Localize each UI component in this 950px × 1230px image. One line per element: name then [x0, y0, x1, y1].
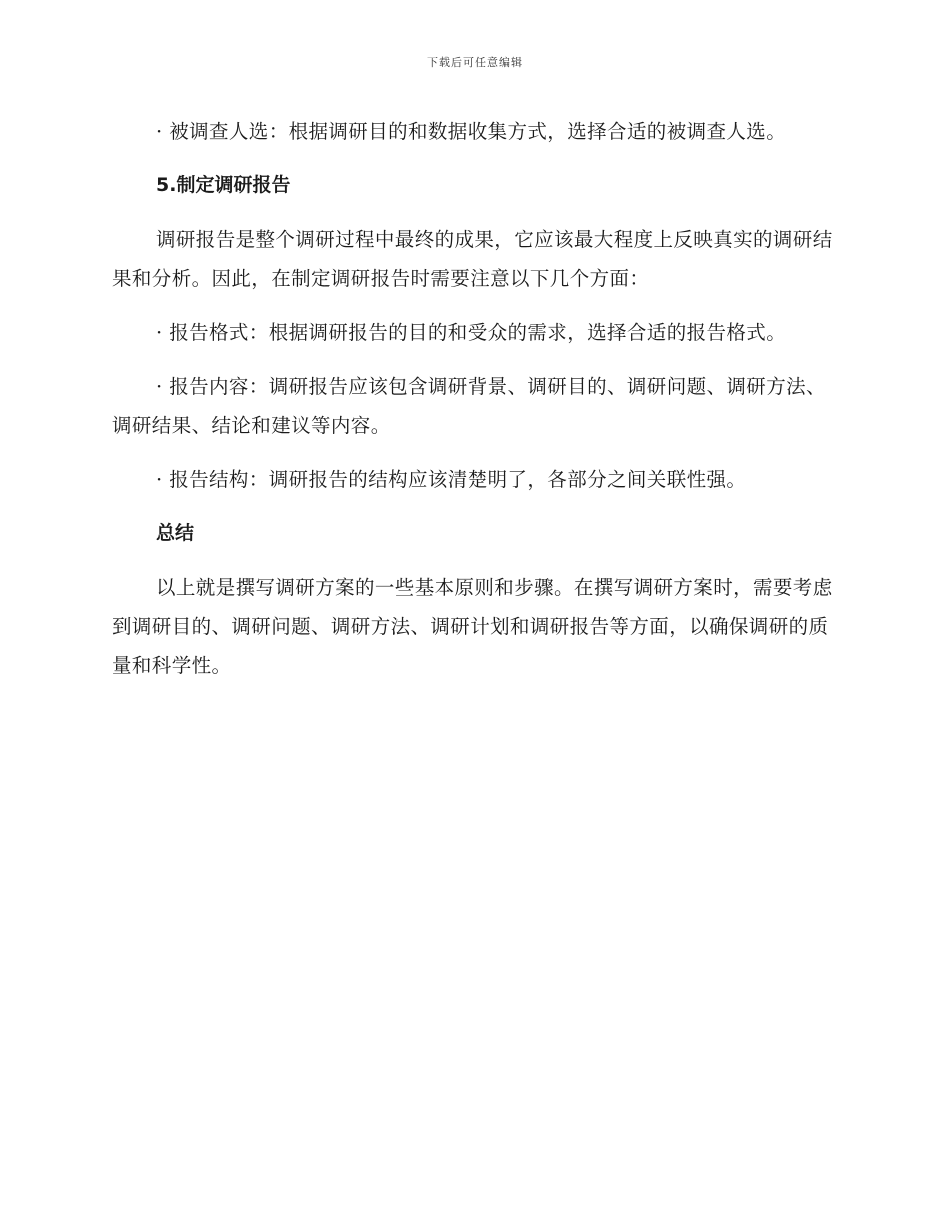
bullet-report-structure: · 报告结构：调研报告的结构应该清楚明了，各部分之间关联性强。: [156, 468, 747, 491]
summary-paragraph: 以上就是撰写调研方案的一些基本原则和步骤。在撰写调研方案时，需要考虑到调研目的、调研问题、调研方法、调研计划和调研报告等方面，以确保调研的质量和科学性。: [112, 576, 833, 677]
document-body: [112, 112, 838, 700]
bullet-report-content: · 报告内容：调研报告应该包含调研背景、调研目的、调研问题、调研方法、调研结果、结论和建议等内容。: [112, 375, 826, 437]
bullet-respondents: · 被调查人选：根据调研目的和数据收集方式，选择合适的被调查人选。: [156, 120, 787, 143]
report-intro-paragraph: 调研报告是整个调研过程中最终的成果，它应该最大程度上反映真实的调研结果和分析。因此，在制定调研报告时需要注意以下几个方面：: [112, 228, 833, 290]
section-heading-report: 5.制定调研报告: [156, 174, 291, 196]
bullet-report-format: · 报告格式：根据调研报告的目的和受众的需求，选择合适的报告格式。: [156, 321, 787, 344]
page-header: 下载后可任意编辑: [427, 56, 523, 69]
section-heading-summary: 总结: [156, 522, 195, 544]
